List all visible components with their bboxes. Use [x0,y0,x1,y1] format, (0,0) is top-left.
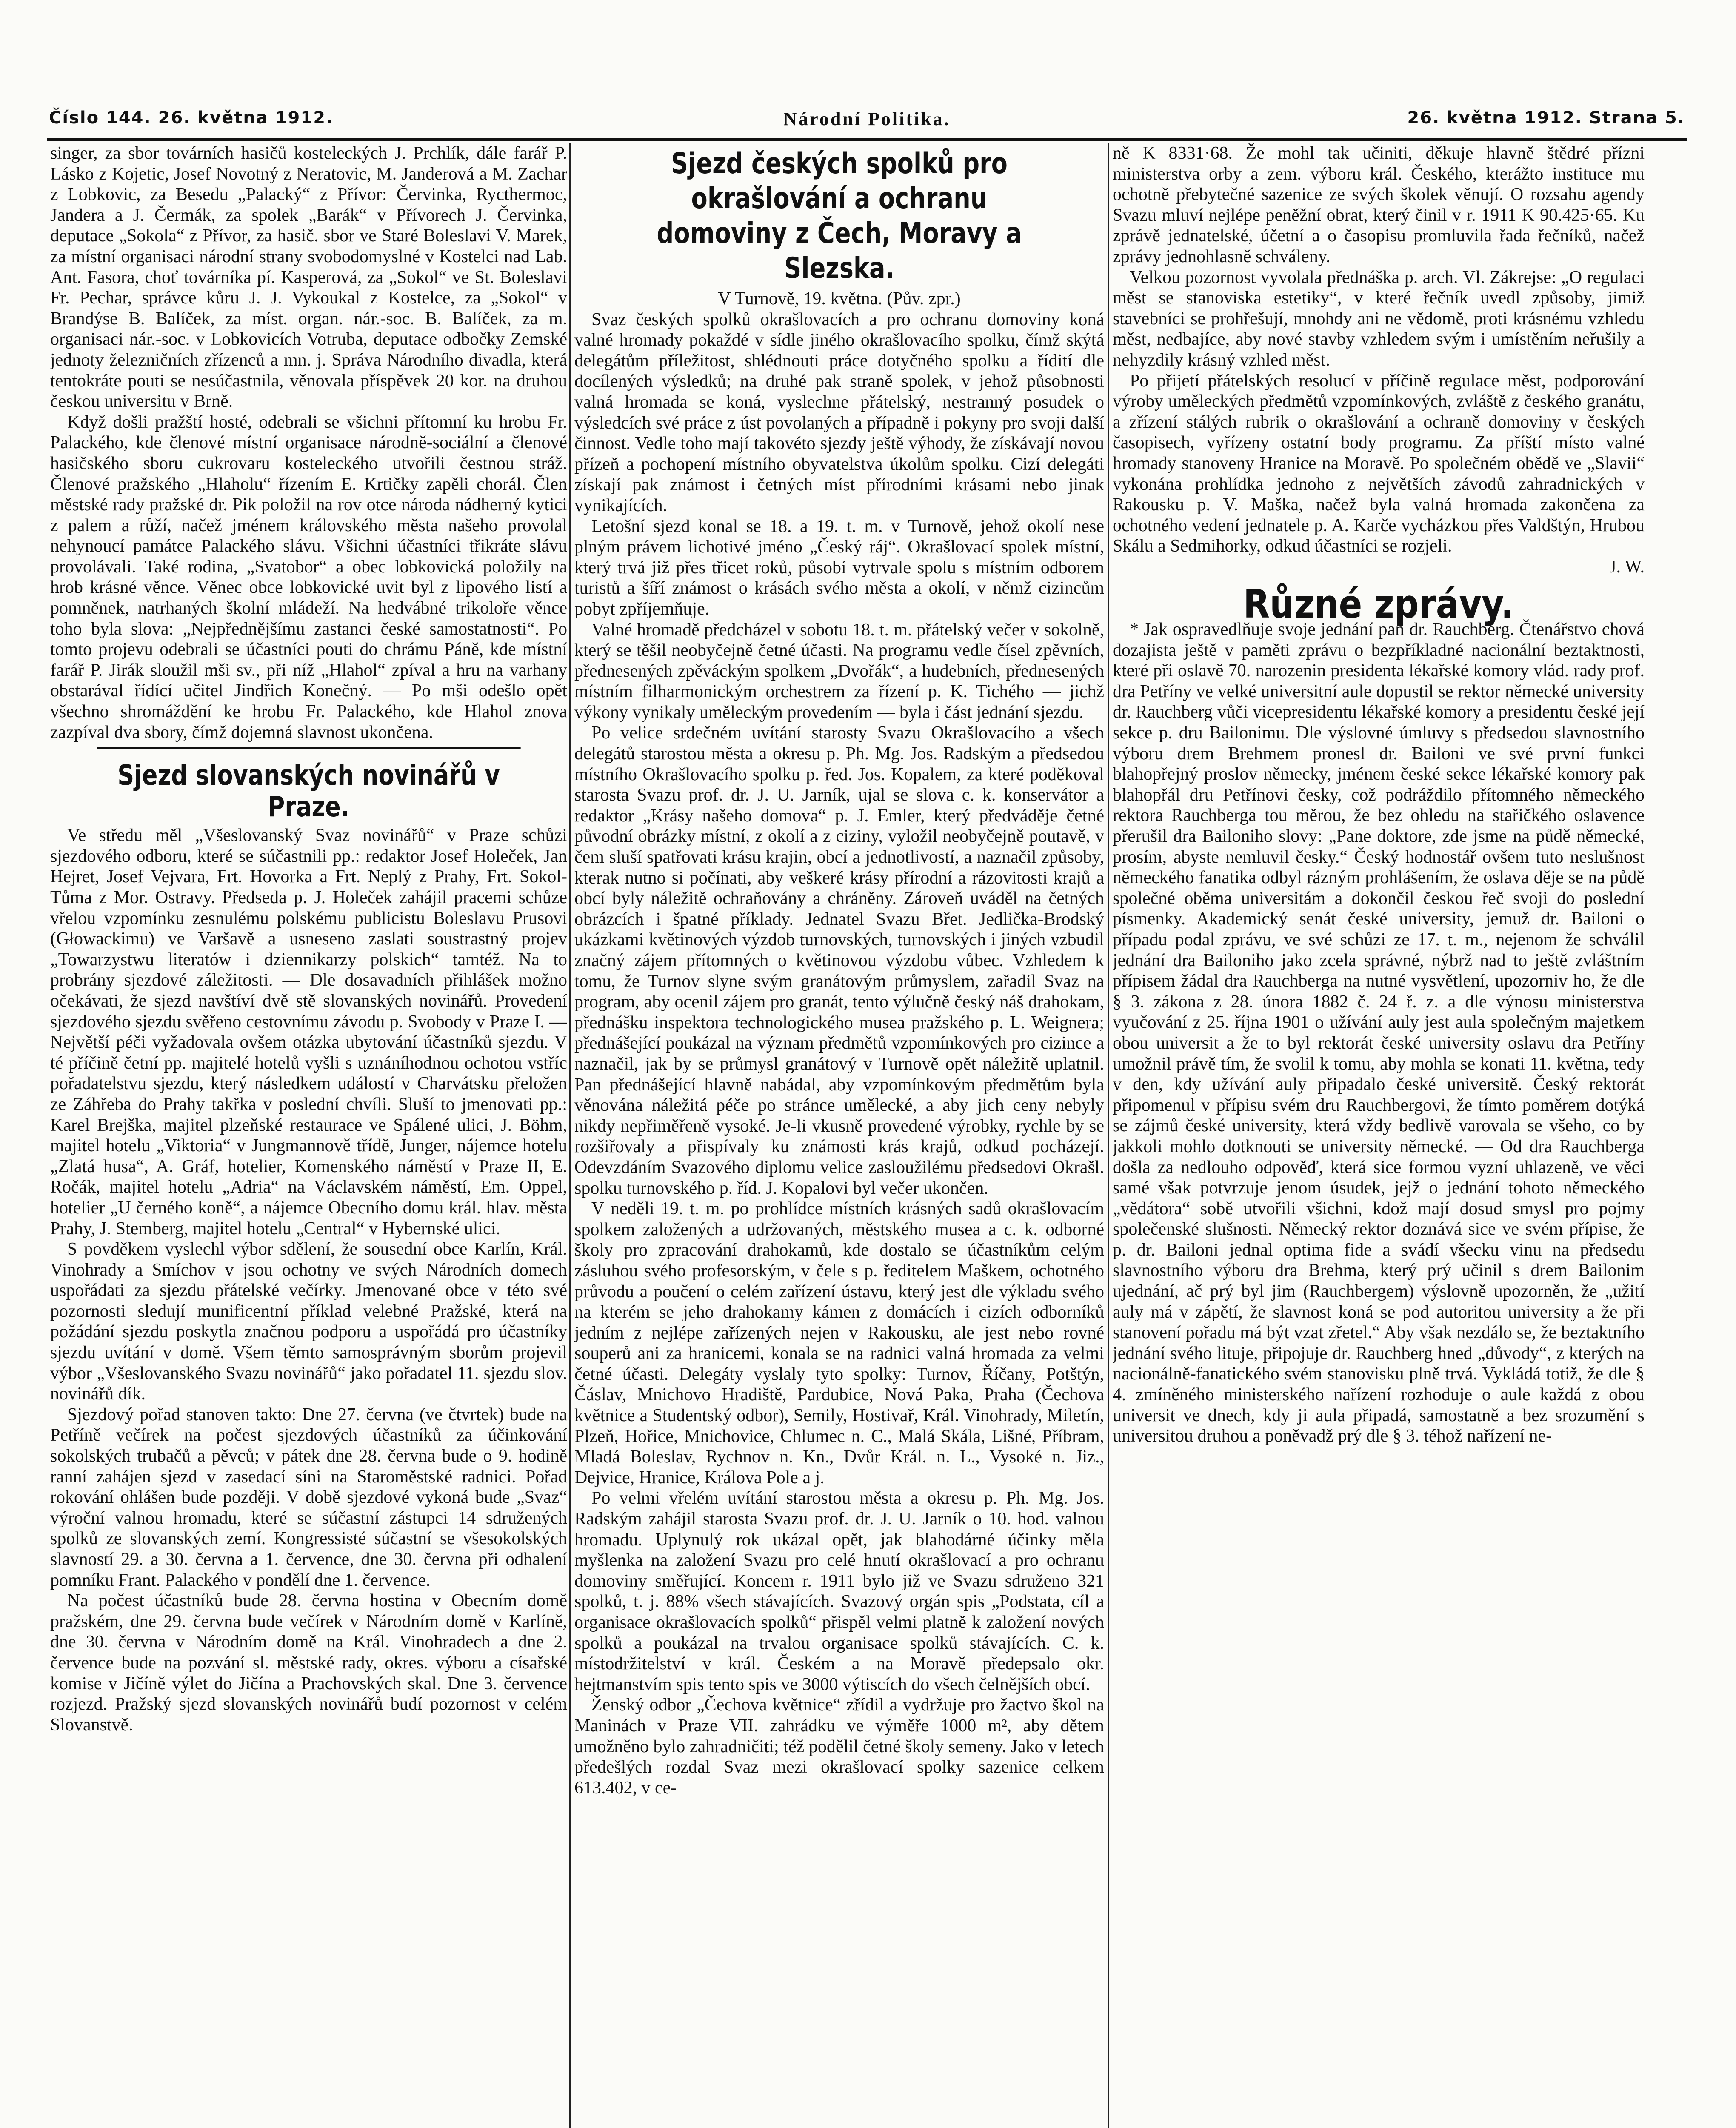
article-paragraph: Po velice srdečném uvítání starosty Svazu Okrašlovacího a všech delegátů starostou města a okresu p. Ph. Mg. Jos. Radským a předsedou místního Okrašlovacího spolku p. řed. Jos. Kopalem, za které poděkoval starosta Svazu prof. dr. J. U. Jarník, ujal se slova c. k. konservátor a redaktor „Krásy našeho domova“ p. J. Emler, který předváděje četné původní obrázky místní, z okolí a z ciziny, vyložil neobyčejně poutavě, v čem sluší spatřovati krásu krajin, obcí a jednotlivostí, a naznačil způsoby, kterak nutno si počínati, aby veškeré krásy přírodní a rázovitosti krajů a obcí byly náležitě ochraňovány a chráněny. Zároveň uváděl na četných obrázcích i špatné příklady. Jednatel Svazu Břet. Jedlička-Brodský ukázkami květinových výzdob turnovských, turnovských i jiných vzbudil značný zájem přítomných o květinovou výzdobu vůbec. Vzhledem k tomu, že Turnov slyne svým granátovým průmyslem, zařadil Svaz na program, aby ocenil zájem pro granát, tento výlučně český náš drahokam, přednášku inspektora technologického musea pražského p. L. Weignera; přednášející poukázal na význam předmětů vzpomínkových pro cizince a naznačil, jak by se průmysl granátový v Turnově opět náležitě uplatnil. Pan přednášející hlavně nabádal, aby vzpomínkovým předmětům byla věnována náležitá péče po stránce umělecké, a aby jich ceny nebyly nikdy nepřiměřeně vysoké. Je-li vkusně provedené výrobky, rychle by se rozšiřovaly a přispívaly ku známosti krás krajů, odkud pocházejí. Odevzdáním Svazového diplomu velice zasloužilému předsedovi Okrašl. spolku turnovského p. říd. J. Kopalovi byl večer ukončen. [574,723,1104,1198]
article-paragraph: Ve středu měl „Všeslovanský Svaz novinářů“ v Praze schůzi sjezdového odboru, které se súčastnili pp.: redaktor Josef Holeček, Jan Hejret, Josef Vejvara, Frt. Hovorka a Frt. Neplý z Prahy, Frt. Sokol-Tůma z Mor. Ostravy. Předseda p. J. Holeček zahájil pracemi schůze vřelou vzpomínku zesnulému polskému publicistu Boleslavu Prusovi (Głowackimu) ve Varšavě a usneseno zaslati soustrastný projev „Towarzystwu literatów i dziennikarzy polskich“ tamtéž. Na to probrány sjezdové záležitosti. — Dle dosavadních přihlášek možno očekávati, že sjezd navštíví dvě stě slovanských novinářů. Provedení sjezdového sjezdu svěřeno cestovnímu závodu p. Svobody v Praze I. — Největší péči vyžadovala ovšem otázka ubytování účastníků sjezdu. V té příčině četní pp. majitelé hotelů vyšli s uznáníhodnou ochotou vstříc pořadatelstvu sjezdu, který následkem událostí v Charvátsku přeložen ze Záhřeba do Prahy takřka v poslední chvíli. Sluší to jmenovati pp.: Karel Brejška, majitel plzeňské restaurace ve Spálené ulici, J. Böhm, majitel hotelu „Viktoria“ v Jungmannově třídě, Junger, nájemce hotelu „Zlatá husa“, A. Gráf, hotelier, Komenského náměstí v Praze II, E. Ročák, majitel hotelu „Adria“ na Václavském náměstí, Em. Oppel, hotelier „U černého koně“, a nájemce Obecního domu král. hlav. města Prahy, J. Stemberg, majitel hotelu „Central“ v Hybernské ulici. [50,826,567,1238]
issue-info: Číslo 144. 26. května 1912. [49,108,334,128]
article-paragraph: V neděli 19. t. m. po prohlídce místních krásných sadů okrašlovacím spolkem založených a udržovaných, městského musea a c. k. odborné školy pro zpracování drahokamů, kde dostalo se účastníkům celým zásluhou svého profesorským, v čele s p. ředitelem Maškem, ochotného průvodu a poučení o celém zařízení ústavu, který jest dle výkladu svého na kterém se jeho drahokamy kámen z domácích i cizích odborníků jedním z nejlépe zařízených nejen v Rakousku, ale jest nebo rovné souperů ani za hranicemi, konala se na radnici valná hromada za velmi četné účasti. Delegáty vyslaly tyto spolky: Turnov, Říčany, Potštýn, Čáslav, Mnichovo Hradiště, Pardubice, Nová Paka, Praha (Čechova květnice a Studentský odbor), Semily, Hostivař, Král. Vinohrady, Miletín, Plzeň, Hořice, Mnichovice, Chlumec n. C., Malá Skála, Lišné, Příbram, Mladá Boleslav, Rychnov n. Kn., Dvůr Král. n. L., Vysoké n. Jiz., Dejvice, Hranice, Králova Pole a j. [574,1199,1104,1487]
article-paragraph: Svaz českých spolků okrašlovacích a pro ochranu domoviny koná valné hromady pokaždé v sídle jiného okrašlovacího spolku, čímž skýtá delegátům příležitost, shlédnouti práce dotyčného spolku a řídití dle docílených výsledků; na druhé pak straně spolek, v jehož působnosti valná hromada se koná, vyslechne přátelský, nestranný posudek o výsledcích své práce z úst povolaných a případně i pokyny pro svoji další činnost. Vedle toho mají takovéto sjezdy ještě výhody, že získávají novou přízeň a pochopení místního obyvatelstva úkolům spolku. Cizí delegáti získají pak známost i četných míst přírodními krásami nebo jinak vynikajících. [574,309,1104,515]
article-paragraph: singer, za sbor továrních hasičů kosteleckých J. Prchlík, dále farář P. Lásko z Kojetic, Josef Novotný z Neratovic, M. Janderová a M. Zachar z Lobkovic, za Besedu „Palacký“ z Přívor: Červinka, Rycthermoc, Jandera a J. Čermák, za spolek „Barák“ v Přívorech J. Červinka, deputace „Sokola“ z Přívor, za hasič. sbor ve Staré Boleslavi V. Marek, za místní organisaci národní strany svobodomyslné v Kostelci nad Lab. Ant. Fasora, choť továrníka pí. Kasperová, za „Sokol“ ve St. Boleslavi Fr. Pechar, správce kůru J. J. Vykoukal z Kostelce, za „Sokol“ v Brandýse B. Balíček, za míst. organ. nár.-soc. B. Balíček, za m. organisaci nár.-soc. v Lobkovicích Votruba, deputace odbočky Zemské jednoty železničních zřízenců a mn. j. Správa Národního divadla, která tentokráte pouti se nesúčastnila, věnovala příspěvek 20 kor. na druhou českou universitu v Brně. [50,143,567,412]
author-signature: J. W. [1609,557,1645,577]
article-paragraph: Valné hromadě předcházel v sobotu 18. t. m. přátelský večer v sokolně, který se těšil neobyčejně četné účasti. Na programu vedle čísel zpěvních, přednesených zpěváckým spolkem „Dvořák“, a hudebních, přednesených místním filharmonickým orchestrem za řízení p. K. Tichého — jichž výkony vynikaly uměleckým provedením — byla i část jednání sjezdu. [574,620,1104,722]
column-divider [569,143,571,2128]
column-3 [1113,143,1645,2128]
page-header [49,108,1685,138]
column-divider [1108,143,1109,2128]
section-heading: Různé zprávy. [1243,581,1514,627]
article-paragraph: ně K 8331·68. Že mohl tak učiniti, děkuje hlavně štědré přízni ministerstva orby a zem. výboru král. Českého, kterážto instituce mu ochotně přebytečné sazenice ze svých školek věnují. O rozsahu agendy Svazu mluví nejlépe peněžní obrat, který činil v r. 1911 K 90.425·65. Ku zprávě jednatelské, účetní a o časopisu promluvila řada řečníků, načež zprávy jednohlasně schváleny. [1113,143,1645,266]
article-paragraph: Po přijetí přátelských resolucí v příčině regulace měst, podporování výroby uměleckých předmětů vzpomínkových, zvláště z českého granátu, a zřízení stálých rubrik o okrašlování a ochraně domoviny v českých časopisech, vyřízeny ostatní body programu. Za příští místo valné hromady stanoveny Hranice na Moravě. Po společném obědě ve „Slavii“ vykonána prohlídka jednoho z největších závodů zahradnických v Rakousku p. V. Maška, načež byla valná hromada zakončena za ochotného vedení jednatele p. A. Karče vycházkou přes Valdštýn, Hrubou Skálu a Sedmihorky, odkud účastníci se rozjeli. [1113,371,1645,556]
article-paragraph: Ženský odbor „Čechova květnice“ zřídil a vydržuje pro žactvo škol na Maninách v Praze VII. zahrádku ve výměře 1000 m², aby dětem umožněno bylo zahradničiti; též podělil četné školy semeny. Jako v letech předešlých rozdal Svaz mezi okrašlovací spolky sazenice celkem 613.402, v ce- [574,1695,1104,1798]
article-paragraph: Velkou pozornost vyvolala přednáška p. arch. Vl. Zákrejse: „O regulaci měst se stanoviska estetiky“, v které řečník uvedl způsoby, jimiž stavebníci se prohřešují, mnohdy ani ne vědomě, proti krásnému vzhledu měst, nedbajíce, aby nové stavby vzhledem svým i umístěním neřušily a nehyzdily krásný vzhled měst. [1113,267,1645,370]
dateline: V Turnově, 19. května. (Pův. zpr.) [718,289,961,309]
article-paragraph: Letošní sjezd konal se 18. a 19. t. m. v Turnově, jehož okolí nese plným právem lichotivé jméno „Český ráj“. Okrašlovací spolek místní, který trvá již přes třicet roků, působí vytrvale spolu s místním odborem turistů a šíří známost o krásách svého města a okolí, v němž cizincům pobyt zpříjemňuje. [574,516,1104,619]
article-paragraph: Sjezdový pořad stanoven takto: Dne 27. června (ve čtvrtek) bude na Petříně večírek na počest sjezdových účastníků za účinkování sokolských trubačů a pěvců; v pátek dne 28. června bude o 9. hodině ranní zahájen sjezd v zasedací síni na Staroměstské radnici. Pořad rokování ohlášen bude později. V době sjezdové vykoná bude „Svaz“ výroční valnou hromadu, které se súčastní zástupci 14 sdružených spolků ze slovanských zemí. Kongressisté súčastní se všesokolských slavností 29. a 30. června a 1. července, dne 30. června při odhalení pomníku Frant. Palackého v pondělí dne 1. července. [50,1404,567,1590]
column-2 [574,143,1104,2128]
article-paragraph: Na počest účastníků bude 28. června hostina v Obecním domě pražském, dne 29. června bude večírek v Národním domě v Karlíně, dne 30. června v Národním domě na Král. Vinohradech a dne 2. července bude na pozvání sl. městské rady, okres. výboru a císařské komise v Jičíně výlet do Jičína a Prachovských skal. Dne 3. července rozjezd. Pražský sjezd slovanských novinářů budí pozornost v celém Slovanstvě. [50,1591,567,1735]
article-paragraph: Když došli pražští hosté, odebrali se všichni přítomní ku hrobu Fr. Palackého, kde členové místní organisace národně-sociální a členové hasičského sboru cukrovaru kosteleckého utvořili čestnou stráž. Členové pražského „Hlaholu“ řízením E. Krtičky zapěli chorál. Člen městské rady pražské dr. Pik položil na rov otce národa nádherný kytici z palem a růží, načež jménem královského města našeho provolal nehynoucí památce Palackého slávu. Všichni účastníci třikráte slávu provolávali. Také rodina, „Svatobor“ a obec lobkovická položily na hrob krásné věnce. Věnec obce lobkovické uvit byl z lipového listí a pomněnek, natrhaných školní mládeží. Na hedvábné trikoloře věnce toho byla slova: „Nejpřednějšímu zastanci české samostatnosti“. Po tomto projevu odebrali se účastníci pouti do chrámu Páně, kde místní farář P. Jirák sloužil mši sv., při níž „Hlahol“ zpíval a hru na varhany obstarával řídící učitel Jindřich Konečný. — Po mši odešlo opět všechno shromáždění ke hrobu Fr. Palackého, kde Hlahol znova zazpíval dva sbory, čímž dojemná slavnost ukončena. [50,412,567,742]
article-heading: Sjezd českých spolků pro okrašlování a ochranu domoviny z Čech, Moravy a Slezska. [657,147,1022,285]
column-1 [50,143,567,2128]
article-paragraph: S povděkem vyslechl výbor sdělení, že sousední obce Karlín, Král. Vinohrady a Smíchov v jsou ochotny ve svých Národních domech uspořádati za sjezdu přátelské večírky. Jmenované obce v této své pozornosti sledují munificentní příklad velebné Pražské, která na požádání sjezdu poskytla značnou podporu a uspořádá pro účastníky sjezdu uvítání v domě. Všem těmto samosprávným sborům projevil výbor „Všeslovanského Svazu novinářů“ jako pořadatel 11. sjezdu slov. novinářů dík. [50,1239,567,1404]
header-rule [47,138,1687,141]
masthead-title: Národní Politika. [783,109,951,129]
article-paragraph: Po velmi vřelém uvítání starostou města a okresu p. Ph. Mg. Jos. Radským zahájil starosta Svazu prof. dr. J. U. Jarník o 10. hod. valnou hromadu. Uplynulý rok ukázal opět, jak blahodárné účinky měla myšlenka na založení Svazu pro celé hnutí okrašlovací a pro ochranu domoviny směřující. Koncem r. 1911 bylo již ve Svazu sdruženo 321 spolků, t. j. 88% všech stávajících. Svazový orgán spis „Podstata, cíl a organisace okrašlovacích spolků“ přispěl velmi platně k založení nových spolků a poukázal na trvalou organisace spolků stávajících. C. k. místodržitelství v král. Českém a na Moravě předepsalo okr. hejtmanstvím spis tento spis ve 3000 výtiscích do všech čelnějších obcí. [574,1488,1104,1694]
page-info: 26. května 1912. Strana 5. [1407,108,1685,128]
article-heading: Sjezd slovanských novinářů v Praze. [97,747,520,823]
article-paragraph: * Jak ospravedlňuje svoje jednání pan dr. Rauchberg. Čtenářstvo chová dozajista ještě v paměti zprávu o bezpříkladné nacionální beztaktnosti, které při oslavě 70. narozenin presidenta lékařské komory vlád. rady prof. dra Petříny ve velké universitní aule dopustil se rektor německé university dr. Rauchberg vůči vicepresidentu lékařské komory a presidentu české její sekce p. dru Bailonimu. Dle výslovné úmluvy s předsedou slavnostního výboru drem Brehmem pronesl dr. Bailoni ve své první funkci blahopřejný proslov německy, jménem české sekce lékařské komory pak blahopřál dru Petřínovi česky, což podráždilo přítomného německého rektora Rauchberga tou měrou, že bez ohledu na stařičkého oslavence přerušil dra Bailoniho slovy: „Pane doktore, zde jsme na půdě německé, prosím, abyste nemluvil česky.“ Český hodnostář ovšem tuto neslušnost německého fanatika odbyl rázným prohlášením, že oslava děje se na půdě společné oběma universitám a dokončil českou řeč svoji do poslední písmenky. Akademický senát české university, jemuž dr. Bailoni o případu podal zprávu, ve své schůzi ze 17. t. m., nejenom že schválil jednání dra Bailoniho jako zcela správné, nýbrž nad to ještě zvláštním přípisem žádal dra Rauchberga na nutné vysvětlení, upozorniv ho, že dle § 3. zákona z 28. února 1882 č. 24 ř. z. a dle výnosu ministerstva vyučování z 25. října 1901 o užívání auly jest aula společným majetkem obou universit a že to byl rektorát české university oslavu dra Petříny umožnil právě tím, že svolil k tomu, aby mohla se konati 11. května, tedy v den, kdy užívání auly připadalo české universitě. Český rektorát připomenul v přípisu svém dru Rauchbergovi, že tímto poměrem dotýká se zájmů české university, která vždy bedlivě varovala se všeho, co by jakkoli mohlo dotknouti se university německé. — Od dra Rauchberga došla za nedlouho odpověď, která sice formou vyzní uhlazeně, ve věci samé však potvrzuje jenom úsudek, jejž o jednání tohoto německého „vědátora“ sobě utvořili všichni, kdož mají dosud smysl pro pojmy společenské slušnosti. Německý rektor doznává sice ve svém přípise, že p. dr. Bailoni jednal optima fide a svádí všecku vinu na předsedu slavnostního výboru dra Brehma, který prý učinil s drem Bailonim ujednání, ač prý byl jim (Rauchbergem) výslovně upozorněn, že „užití auly má v zápětí, že slavnost koná se pod autoritou university a že při stanovení pořadu má být vzat zřetel.“ Aby však nezdálo se, že beztaktního jednání svého lituje, připojuje dr. Rauchberg hned „důvody“, z kterých na nacionálně-fanatického svém stanovisku plně trvá. Vykládá totiž, že dle § 4. zmíněného ministerského nařízení rozhoduje o aule každá z obou universit ve dnech, kdy ji aula připadá, samostatně a bez srozumění s universitou druhou a poněvadž prý dle § 3. téhož nařízení ne- [1113,620,1645,1446]
